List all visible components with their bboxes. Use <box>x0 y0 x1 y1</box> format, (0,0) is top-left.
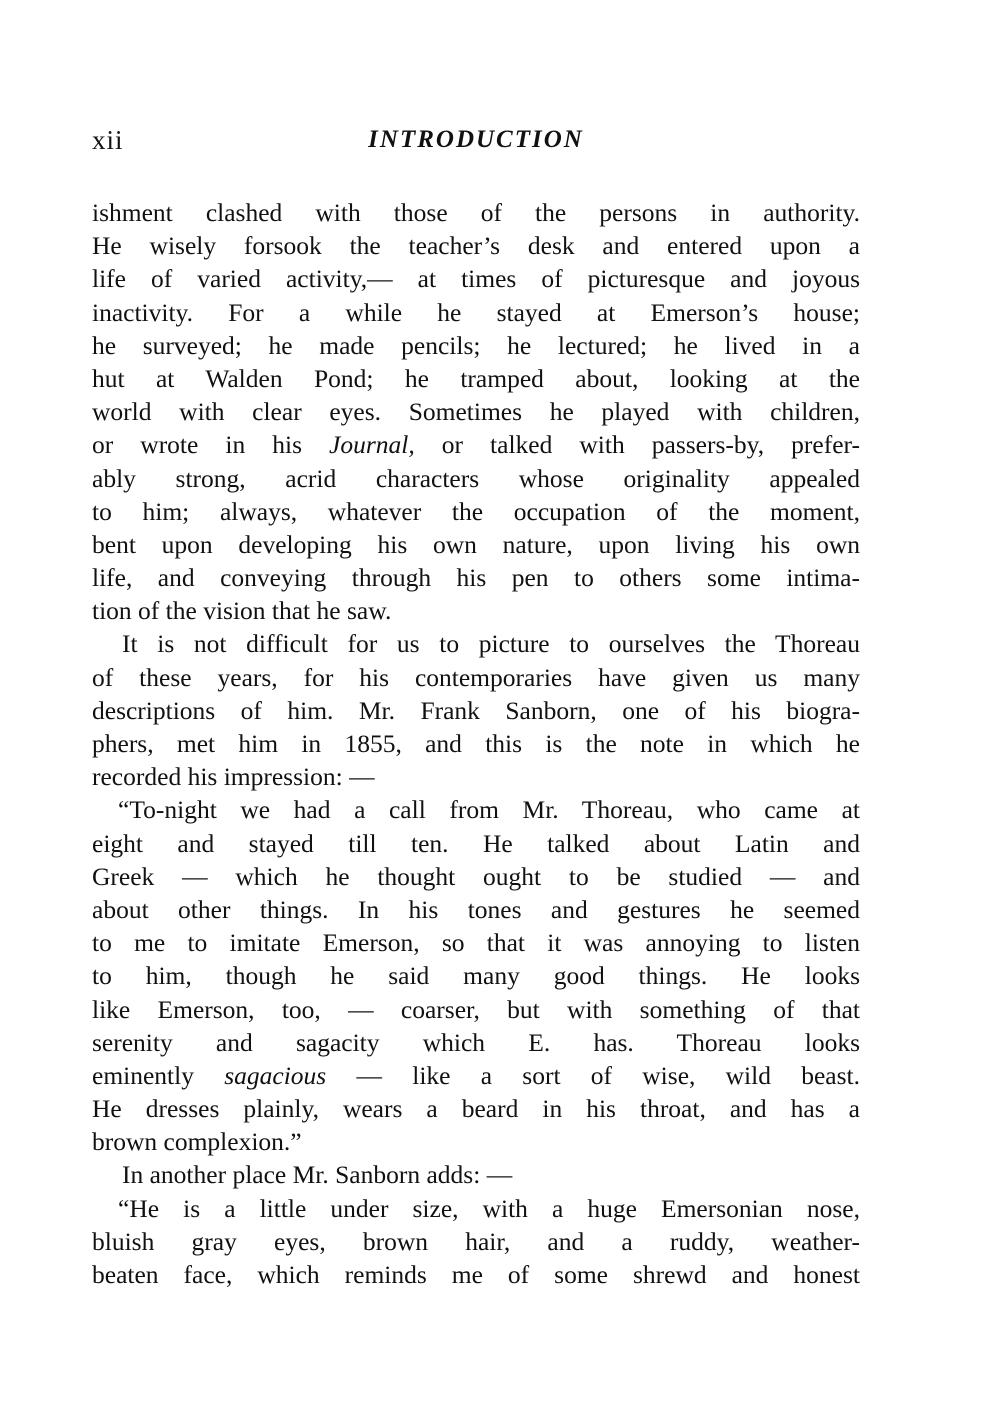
text-line: beaten face, which reminds me of some shrewd and honest <box>92 1260 860 1289</box>
text-line: inactivity. For a while he stayed at Emerson’s house; <box>92 297 860 327</box>
text-line: In another place Mr. Sanborn adds: — <box>122 1160 513 1190</box>
text-line: bluish gray eyes, brown hair, and a ruddy, weather- <box>92 1226 860 1256</box>
text-line: life of varied activity,— at times of picturesque and joyous <box>92 264 860 294</box>
text-line: He dresses plainly, wears a beard in his throat, and has a <box>92 1094 860 1124</box>
text-line: life, and conveying through his pen to others some intima- <box>92 563 860 593</box>
text-line: he surveyed; he made pencils; he lectured; he lived in a <box>92 330 860 360</box>
paragraph <box>92 1158 860 1191</box>
text-line: descriptions of him. Mr. Frank Sanborn, one of his biogra- <box>92 695 860 725</box>
text-line: “He is a little under size, with a huge Emersonian nose, <box>118 1193 860 1223</box>
italic-title: Journal, <box>329 430 415 460</box>
body-text <box>92 196 860 1291</box>
text-line: ishment clashed with those of the persons in authority. <box>92 198 860 227</box>
text-line: about other things. In his tones and gestures he seemed <box>92 894 860 924</box>
running-head <box>92 120 860 160</box>
book-page <box>92 120 860 1291</box>
text-line: to him, though he said many good things. He looks <box>92 961 860 991</box>
text-line: tion of the vision that he saw. <box>92 596 392 626</box>
text-line: brown complexion.” <box>92 1127 302 1157</box>
text-line: ably strong, acrid characters whose originality appealed <box>92 463 860 493</box>
paragraph <box>92 196 860 627</box>
text-run: or wrote in his <box>92 430 330 460</box>
text-line: of these years, for his contemporaries have given us many <box>92 662 860 692</box>
page-number: xii <box>92 125 124 155</box>
text-run: or talked with passers-by, prefer- <box>414 430 860 460</box>
text-line: Greek — which he thought ought to be studied — and <box>92 861 860 891</box>
text-line <box>92 428 860 461</box>
text-line: eight and stayed till ten. He talked about Latin and <box>92 828 860 858</box>
text-line: recorded his impression: — <box>92 762 375 792</box>
text-line: It is not difficult for us to picture to ourselves the Thoreau <box>122 629 860 659</box>
text-line: bent upon developing his own nature, upon living his own <box>92 529 860 559</box>
text-line: like Emerson, too, — coarser, but with something of that <box>92 994 860 1024</box>
paragraph <box>92 627 860 793</box>
quotation-paragraph <box>92 1192 860 1292</box>
text-line: to him; always, whatever the occupation of the moment, <box>92 496 860 526</box>
quotation-paragraph <box>92 793 860 1158</box>
running-title: INTRODUCTION <box>368 126 584 153</box>
italic-word: sagacious <box>224 1060 327 1090</box>
text-run: — like a sort of wise, wild beast. <box>326 1060 860 1090</box>
text-line: to me to imitate Emerson, so that it was annoying to listen <box>92 928 860 958</box>
text-line: He wisely forsook the teacher’s desk and entered upon a <box>92 231 860 261</box>
text-line: phers, met him in 1855, and this is the note in which he <box>92 729 860 758</box>
text-line: world with clear eyes. Sometimes he played with children, <box>92 397 860 427</box>
text-line: hut at Walden Pond; he tramped about, looking at the <box>92 363 860 393</box>
text-line <box>92 1059 860 1092</box>
text-run: eminently <box>92 1060 225 1090</box>
text-line: “To-night we had a call from Mr. Thoreau, who came at <box>118 795 860 825</box>
text-line: serenity and sagacity which E. has. Thoreau looks <box>92 1027 860 1057</box>
